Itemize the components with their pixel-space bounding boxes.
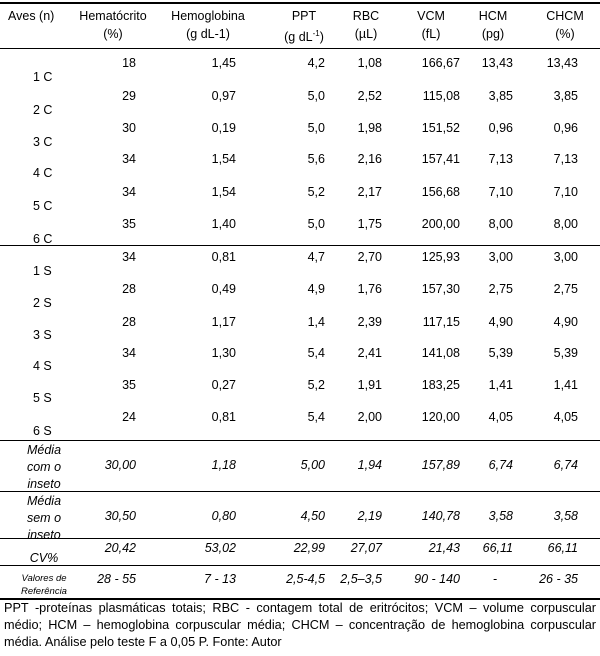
row-cell-4: 1,76 bbox=[357, 282, 382, 296]
summary-label-line: inseto bbox=[27, 528, 61, 542]
table-rule-4 bbox=[0, 491, 600, 492]
row-cell-5: 157,30 bbox=[421, 282, 460, 296]
summary-cell-3: 2,5-4,5 bbox=[286, 572, 325, 586]
row-cell-4: 2,41 bbox=[357, 346, 382, 360]
row-cell-2: 1,54 bbox=[211, 152, 236, 166]
header-3-line2 bbox=[284, 27, 324, 44]
row-bird-label: 2 C bbox=[33, 103, 53, 117]
row-cell-7: 5,39 bbox=[553, 346, 578, 360]
row-cell-6: 7,10 bbox=[488, 185, 513, 199]
row-cell-7: 1,41 bbox=[553, 378, 578, 392]
table-rule-3 bbox=[0, 440, 600, 441]
summary-label-line: Média bbox=[26, 443, 62, 457]
summary-label-line: inseto bbox=[27, 477, 61, 491]
row-bird-label: 5 C bbox=[33, 199, 53, 213]
row-cell-2: 0,19 bbox=[211, 121, 236, 135]
row-cell-2: 0,81 bbox=[211, 410, 236, 424]
row-cell-4: 2,70 bbox=[357, 250, 382, 264]
row-cell-1: 24 bbox=[122, 410, 136, 424]
summary-cell-5: 21,43 bbox=[428, 541, 460, 555]
summary-cell-7: 3,58 bbox=[553, 509, 578, 523]
row-cell-3: 5,0 bbox=[307, 217, 325, 231]
table-rule-5 bbox=[0, 538, 600, 539]
summary-label-line: CV% bbox=[29, 551, 59, 565]
row-cell-2: 0,27 bbox=[211, 378, 236, 392]
row-cell-5: 120,00 bbox=[421, 410, 460, 424]
row-cell-3: 5,0 bbox=[307, 121, 325, 135]
row-cell-5: 151,52 bbox=[421, 121, 460, 135]
row-cell-3: 4,9 bbox=[307, 282, 325, 296]
header-4-line2: (µL) bbox=[354, 27, 378, 41]
row-cell-1: 34 bbox=[122, 152, 136, 166]
header-unit-close: ) bbox=[319, 30, 324, 45]
row-bird-label: 1 S bbox=[33, 264, 52, 278]
row-cell-6: 1,41 bbox=[488, 378, 513, 392]
header-3-line1: PPT bbox=[291, 9, 317, 23]
row-bird-label: 4 S bbox=[33, 359, 52, 373]
row-cell-6: 8,00 bbox=[488, 217, 513, 231]
summary-cell-1: 30,50 bbox=[104, 509, 136, 523]
row-cell-2: 0,81 bbox=[211, 250, 236, 264]
row-cell-7: 3,85 bbox=[553, 89, 578, 103]
row-cell-6: 13,43 bbox=[481, 56, 513, 70]
header-1-line1: Hematócrito bbox=[79, 9, 147, 23]
row-cell-1: 28 bbox=[122, 282, 136, 296]
row-cell-4: 1,08 bbox=[357, 56, 382, 70]
row-cell-7: 4,05 bbox=[553, 410, 578, 424]
header-2-line2: (g dL-1) bbox=[186, 27, 230, 41]
table-rule-1 bbox=[0, 48, 600, 49]
row-cell-4: 2,17 bbox=[357, 185, 382, 199]
summary-cell-4: 1,94 bbox=[357, 458, 382, 472]
row-cell-3: 5,6 bbox=[307, 152, 325, 166]
row-cell-3: 5,2 bbox=[307, 185, 325, 199]
summary-cell-1: 30,00 bbox=[104, 458, 136, 472]
row-cell-5: 200,00 bbox=[421, 217, 460, 231]
summary-cell-4: 27,07 bbox=[350, 541, 382, 555]
row-cell-6: 3,00 bbox=[488, 250, 513, 264]
summary-cell-4: 2,5–3,5 bbox=[340, 572, 382, 586]
row-cell-2: 1,17 bbox=[211, 315, 236, 329]
row-bird-label: 5 S bbox=[33, 391, 52, 405]
row-cell-5: 166,67 bbox=[421, 56, 460, 70]
row-cell-3: 5,0 bbox=[307, 89, 325, 103]
row-cell-7: 2,75 bbox=[553, 282, 578, 296]
row-cell-3: 4,2 bbox=[307, 56, 325, 70]
row-cell-7: 7,10 bbox=[553, 185, 578, 199]
row-cell-6: 2,75 bbox=[488, 282, 513, 296]
row-cell-3: 5,2 bbox=[307, 378, 325, 392]
summary-cell-7: 6,74 bbox=[553, 458, 578, 472]
header-unit-exponent: -1 bbox=[312, 29, 320, 38]
row-cell-6: 4,05 bbox=[488, 410, 513, 424]
row-cell-4: 1,91 bbox=[357, 378, 382, 392]
row-cell-6: 5,39 bbox=[488, 346, 513, 360]
summary-cell-2: 7 - 13 bbox=[204, 572, 236, 586]
row-cell-1: 35 bbox=[122, 378, 136, 392]
summary-label-line: Média bbox=[26, 494, 62, 508]
summary-cell-6: 66,11 bbox=[482, 541, 513, 555]
row-bird-label: 1 C bbox=[33, 70, 53, 84]
summary-cell-7: 26 - 35 bbox=[539, 572, 578, 586]
summary-label-line: Valores de bbox=[21, 573, 67, 584]
row-cell-6: 0,96 bbox=[488, 121, 513, 135]
header-1-line2: (%) bbox=[103, 27, 123, 41]
row-cell-5: 117,15 bbox=[422, 315, 460, 329]
summary-cell-7: 66,11 bbox=[547, 541, 578, 555]
row-cell-5: 141,08 bbox=[421, 346, 460, 360]
row-cell-6: 4,90 bbox=[488, 315, 513, 329]
summary-cell-3: 4,50 bbox=[300, 509, 325, 523]
row-cell-3: 5,4 bbox=[307, 346, 325, 360]
row-cell-1: 29 bbox=[122, 89, 136, 103]
row-cell-5: 156,68 bbox=[421, 185, 460, 199]
header-5-line2: (fL) bbox=[421, 27, 441, 41]
header-5-line1: VCM bbox=[417, 9, 445, 23]
header-7-line2: (%) bbox=[555, 27, 575, 41]
row-cell-1: 34 bbox=[122, 346, 136, 360]
row-cell-5: 183,25 bbox=[421, 378, 460, 392]
row-bird-label: 6 C bbox=[33, 232, 53, 246]
summary-label-line: com o bbox=[26, 460, 62, 474]
row-bird-label: 3 S bbox=[33, 328, 52, 342]
header-6-line2: (pg) bbox=[481, 27, 505, 41]
header-2-line1: Hemoglobina bbox=[171, 9, 245, 23]
row-cell-7: 0,96 bbox=[553, 121, 578, 135]
row-cell-7: 8,00 bbox=[553, 217, 578, 231]
table-rule-6 bbox=[0, 565, 600, 566]
row-cell-2: 1,45 bbox=[211, 56, 236, 70]
row-bird-label: 4 C bbox=[33, 166, 53, 180]
table-footnote: PPT -proteínas plasmáticas totais; RBC - contagem total de eritrócitos; VCM – volume corpuscular médio; HCM – hemoglobina corpuscular média; CHCM – concentração de hemoglobina corpuscular média. Análise pelo teste F a 0,05 P. Fonte: Autor bbox=[4, 601, 596, 649]
row-cell-4: 1,75 bbox=[357, 217, 382, 231]
row-cell-5: 157,41 bbox=[421, 152, 460, 166]
header-6-line1: HCM bbox=[478, 9, 508, 23]
row-cell-4: 1,98 bbox=[357, 121, 382, 135]
summary-cell-6: - bbox=[492, 572, 497, 586]
row-cell-1: 34 bbox=[122, 250, 136, 264]
row-cell-1: 30 bbox=[122, 121, 136, 135]
table-rule-2 bbox=[0, 245, 600, 246]
header-aves: Aves (n) bbox=[8, 9, 55, 23]
row-cell-2: 1,30 bbox=[211, 346, 236, 360]
row-cell-2: 1,40 bbox=[211, 217, 236, 231]
row-cell-3: 4,7 bbox=[307, 250, 325, 264]
summary-cell-3: 5,00 bbox=[300, 458, 325, 472]
summary-cell-2: 53,02 bbox=[204, 541, 236, 555]
row-cell-7: 4,90 bbox=[553, 315, 578, 329]
row-cell-2: 0,49 bbox=[211, 282, 236, 296]
row-cell-3: 1,4 bbox=[307, 315, 325, 329]
row-cell-1: 34 bbox=[122, 185, 136, 199]
summary-cell-4: 2,19 bbox=[357, 509, 382, 523]
row-cell-2: 0,97 bbox=[211, 89, 236, 103]
row-cell-6: 3,85 bbox=[488, 89, 513, 103]
table-rule-0 bbox=[0, 2, 600, 4]
row-cell-4: 2,00 bbox=[357, 410, 382, 424]
summary-cell-1: 28 - 55 bbox=[97, 572, 136, 586]
summary-label-line: Referência bbox=[21, 586, 67, 597]
row-cell-7: 3,00 bbox=[553, 250, 578, 264]
row-bird-label: 6 S bbox=[33, 424, 52, 438]
summary-cell-5: 140,78 bbox=[421, 509, 460, 523]
summary-label-line: sem o bbox=[26, 511, 62, 525]
row-cell-1: 28 bbox=[122, 315, 136, 329]
summary-cell-2: 1,18 bbox=[211, 458, 236, 472]
summary-cell-6: 3,58 bbox=[488, 509, 513, 523]
row-cell-4: 2,39 bbox=[357, 315, 382, 329]
row-cell-2: 1,54 bbox=[211, 185, 236, 199]
row-cell-1: 18 bbox=[122, 56, 136, 70]
row-cell-3: 5,4 bbox=[307, 410, 325, 424]
summary-cell-5: 157,89 bbox=[421, 458, 460, 472]
header-unit: (g dL bbox=[284, 30, 313, 45]
summary-cell-2: 0,80 bbox=[211, 509, 236, 523]
row-bird-label: 3 C bbox=[33, 135, 53, 149]
row-cell-1: 35 bbox=[122, 217, 136, 231]
header-7-line1: CHCM bbox=[546, 9, 584, 23]
row-cell-7: 13,43 bbox=[546, 56, 578, 70]
summary-cell-6: 6,74 bbox=[488, 458, 513, 472]
row-cell-5: 125,93 bbox=[421, 250, 460, 264]
row-cell-7: 7,13 bbox=[553, 152, 578, 166]
row-bird-label: 2 S bbox=[33, 296, 52, 310]
row-cell-5: 115,08 bbox=[422, 89, 460, 103]
row-cell-6: 7,13 bbox=[488, 152, 513, 166]
summary-cell-5: 90 - 140 bbox=[414, 572, 460, 586]
summary-cell-1: 20,42 bbox=[104, 541, 136, 555]
row-cell-4: 2,16 bbox=[357, 152, 382, 166]
header-4-line1: RBC bbox=[352, 9, 380, 23]
row-cell-4: 2,52 bbox=[357, 89, 382, 103]
summary-cell-3: 22,99 bbox=[293, 541, 325, 555]
